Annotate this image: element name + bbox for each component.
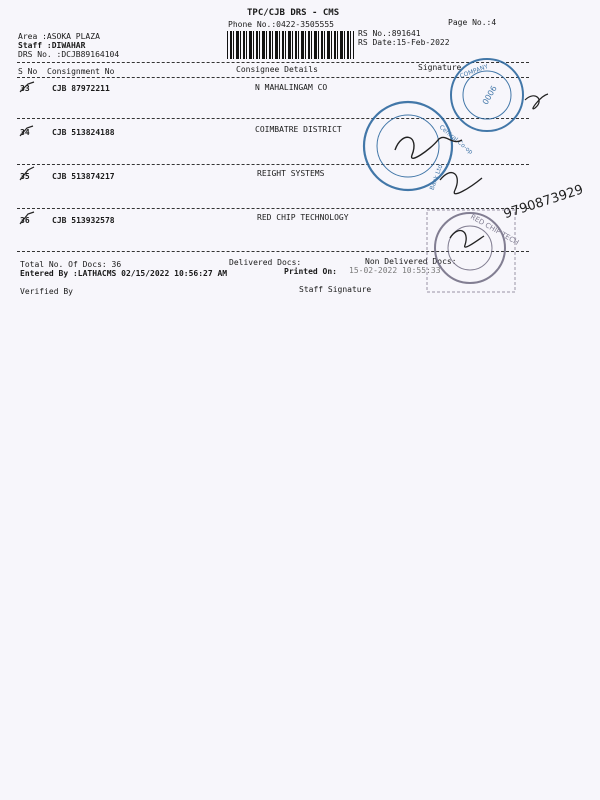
drs-number: DRS No. :DCJB89164104	[18, 50, 120, 59]
tick-mark-icon	[20, 82, 34, 92]
tick-mark-icon	[20, 212, 34, 224]
printed-on-label: Printed On:	[284, 267, 337, 276]
row-sno: 34	[20, 128, 30, 137]
row-sno: 35	[20, 172, 30, 181]
svg-text:0006: 0006	[480, 84, 499, 107]
phone-number: Phone No.:0422-3505555	[228, 20, 334, 29]
staff-label: Staff :DIWAHAR	[18, 41, 86, 50]
col-signature: Signature	[418, 63, 462, 72]
staff-signature: Staff Signature	[299, 285, 372, 294]
page-number: Page No.:4	[448, 18, 497, 27]
row-consignment: CJB 513874217	[52, 172, 115, 181]
document-title: TPC/CJB DRS - CMS	[247, 8, 340, 18]
entered-by: Entered By :LATHACMS 02/15/2022 10:56:27 AM	[20, 269, 228, 278]
tick-mark-icon	[20, 167, 34, 180]
printed-on-value: 15-02-2022 10:55:33	[349, 266, 441, 275]
row-consignee: COIMBATRE DISTRICT	[255, 125, 342, 134]
col-consignee: Consignee Details	[236, 65, 318, 74]
row-consignee: N MAHALINGAM CO	[255, 83, 328, 92]
row-consignee: REIGHT SYSTEMS	[257, 169, 325, 178]
signature-stroke	[450, 231, 484, 248]
row-consignment: CJB 513932578	[52, 216, 115, 225]
row-consignment: CJB 513824188	[52, 128, 115, 137]
handwritten-phone-number: 9790873929	[501, 182, 586, 223]
row-consignment: CJB 87972211	[52, 84, 110, 93]
company-stamp-icon	[451, 59, 523, 131]
verified-by: Verified By	[20, 287, 73, 296]
tick-mark-icon	[20, 126, 33, 136]
signature-stroke	[440, 173, 482, 194]
col-sno: S No	[18, 67, 38, 76]
row-consignee: RED CHIP TECHNOLOGY	[257, 213, 349, 222]
svg-text:Central Co-op: Central Co-op	[437, 123, 475, 156]
svg-text:RED CHIP TECH: RED CHIP TECH	[469, 212, 521, 247]
area-label: Area :ASOKA PLAZA	[18, 32, 100, 41]
row-sno: 36	[20, 216, 30, 225]
row-sno: 33	[20, 84, 30, 93]
col-consignment: Consignment No	[47, 67, 115, 76]
total-docs: Total No. Of Docs: 36	[20, 260, 122, 269]
svg-text:Bank Ltd: Bank Ltd	[428, 163, 445, 192]
signature-stroke	[525, 94, 548, 109]
rs-number: RS No.:891641	[358, 29, 421, 38]
delivered-docs: Delivered Docs:	[229, 258, 302, 267]
non-delivered-docs: Non Delivered Docs:	[365, 257, 457, 266]
rs-date: RS Date:15-Feb-2022	[358, 38, 450, 47]
svg-text:COMPANY: COMPANY	[458, 63, 490, 80]
